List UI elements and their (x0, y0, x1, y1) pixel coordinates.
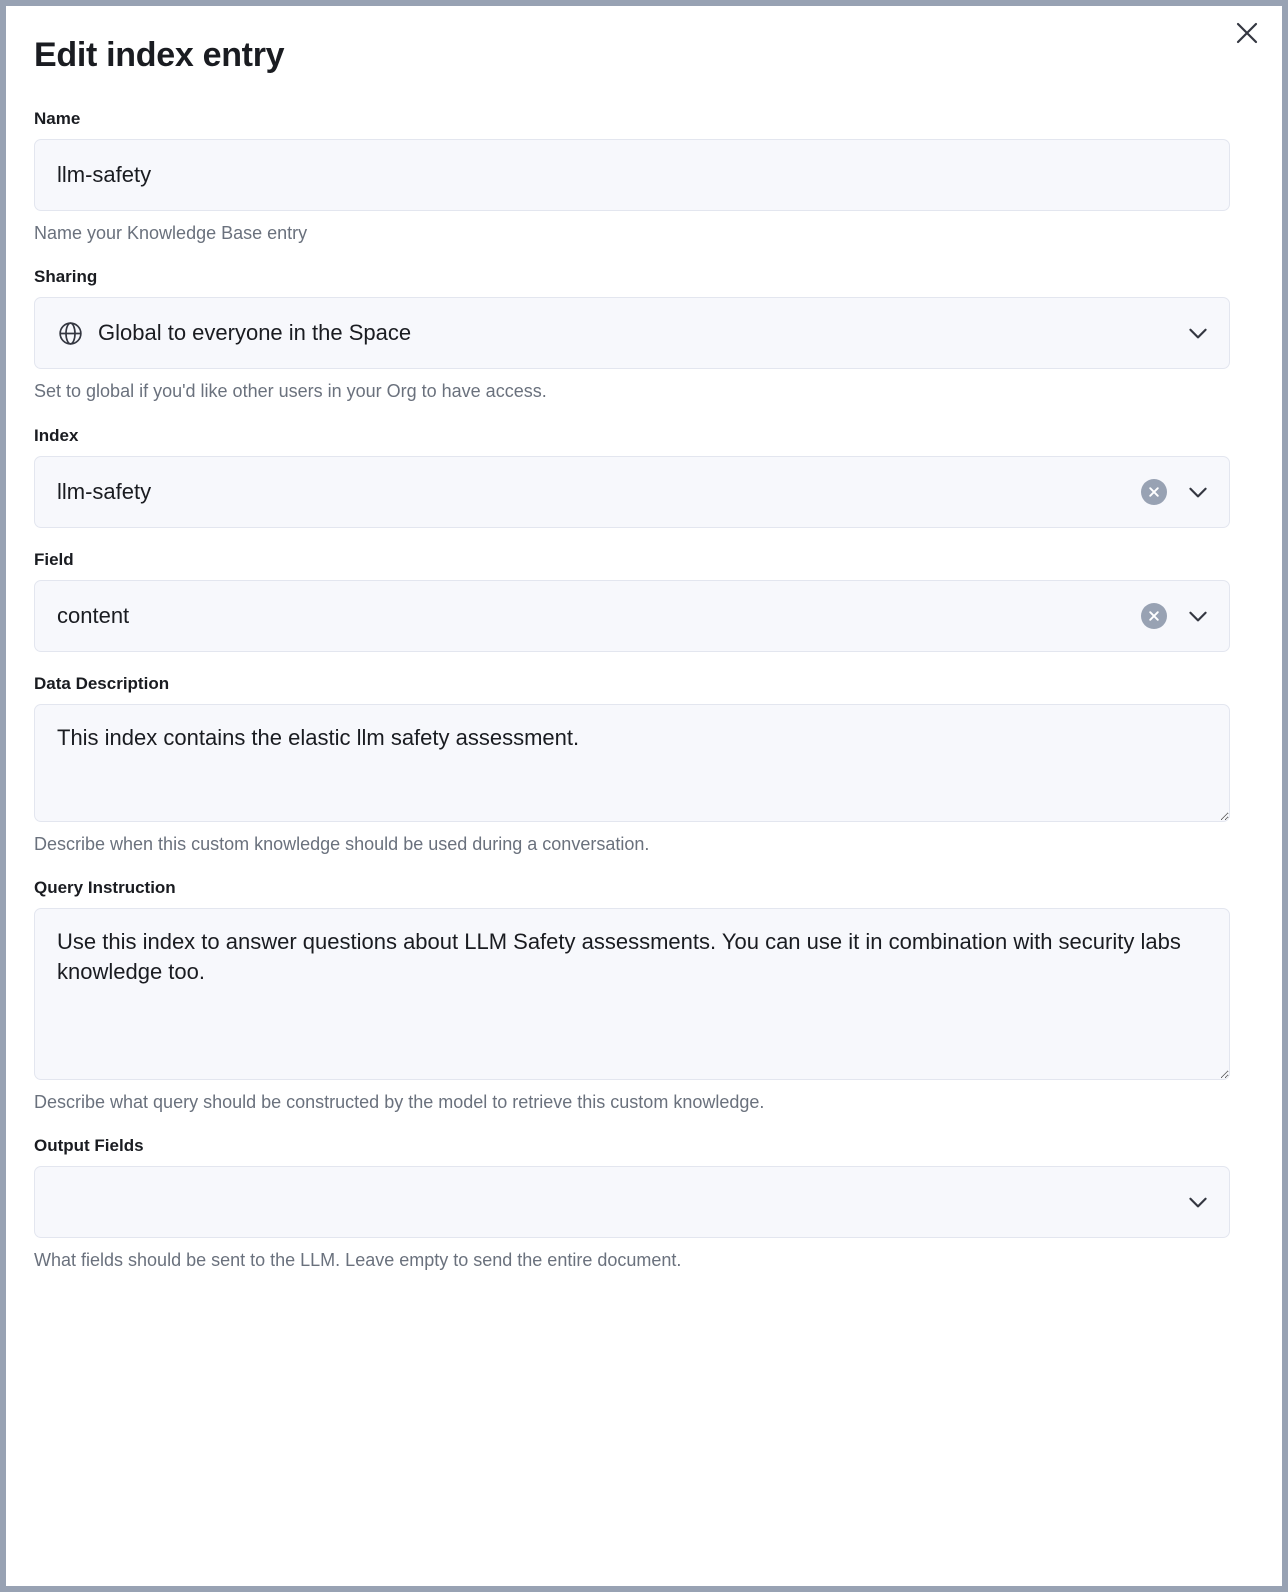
clear-icon[interactable] (1141, 603, 1167, 629)
name-field-row (34, 109, 1254, 245)
name-label: Name (34, 109, 81, 128)
field-label: Field (34, 549, 74, 569)
sharing-help-text: Set to global if you'd like other users in your Org to have access. (34, 381, 547, 402)
query-instruction-textarea[interactable] (34, 908, 1230, 1080)
chevron-down-icon[interactable] (1181, 599, 1215, 633)
output-fields-help-text: What fields should be sent to the LLM. Leave empty to send the entire document. (34, 1250, 682, 1271)
index-combobox-value: llm-safety (57, 478, 152, 504)
output-fields-label: Output Fields (34, 1136, 144, 1156)
index-combobox[interactable] (34, 456, 1230, 528)
index-field-row (34, 426, 1254, 528)
sharing-label: Sharing (34, 267, 98, 287)
field-combobox[interactable] (34, 580, 1230, 652)
sharing-field-row (34, 267, 1254, 403)
chevron-down-icon[interactable] (1181, 475, 1215, 509)
chevron-down-icon[interactable] (1181, 1185, 1215, 1219)
data-description-textarea[interactable] (34, 704, 1230, 822)
name-help-text: Name your Knowledge Base entry (34, 223, 308, 243)
clear-icon[interactable] (1141, 479, 1167, 505)
output-fields-field-row (34, 1136, 1254, 1272)
query-instruction-field-row (34, 878, 1254, 1114)
sharing-select[interactable] (34, 297, 1230, 369)
globe-icon (57, 320, 84, 347)
data-description-field-row (34, 674, 1254, 856)
sharing-select-value: Global to everyone in the Space (98, 320, 412, 346)
chevron-down-icon[interactable] (1181, 316, 1215, 350)
data-description-help-text: Describe when this custom knowledge should be used during a conversation. (34, 833, 650, 854)
close-icon[interactable] (1230, 16, 1264, 50)
data-description-label: Data Description (34, 673, 170, 693)
field-combobox-value: content (57, 602, 130, 628)
dialog-body (6, 6, 1282, 1272)
name-input-value: llm-safety (57, 162, 152, 187)
query-instruction-label: Query Instruction (34, 877, 176, 897)
page-title: Edit index entry (34, 36, 285, 74)
name-input[interactable] (34, 139, 1230, 211)
query-instruction-help-text: Describe what query should be constructed by the model to retrieve this custom knowledge. (34, 1091, 765, 1112)
output-fields-combobox[interactable] (34, 1166, 1230, 1238)
index-label: Index (34, 425, 79, 445)
edit-index-entry-dialog (6, 6, 1282, 1586)
field-field-row (34, 550, 1254, 652)
